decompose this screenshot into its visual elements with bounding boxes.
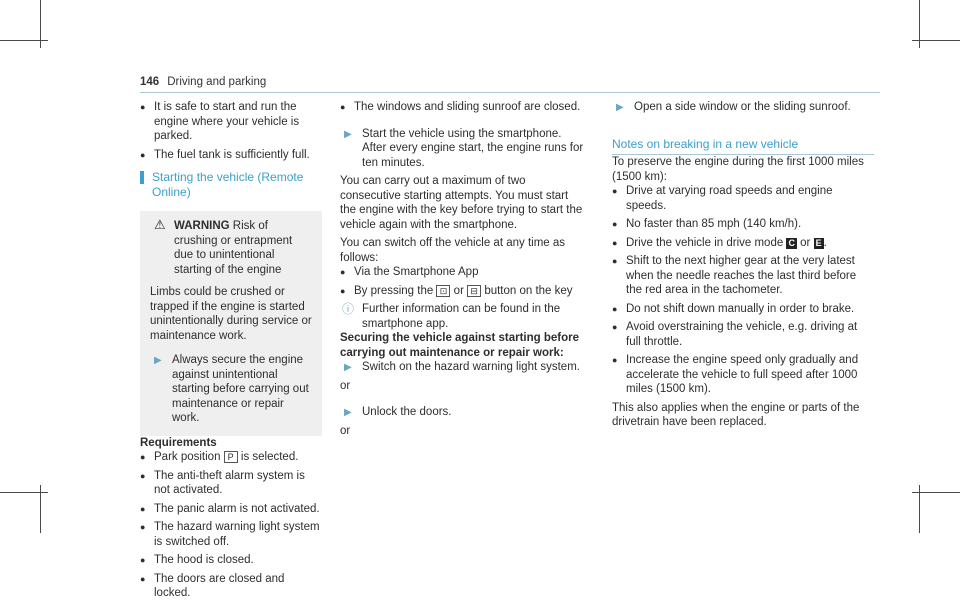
page-number: 146 bbox=[140, 76, 160, 88]
list-item: ● The fuel tank is sufficiently full. bbox=[140, 148, 310, 161]
step: ▶ Start the vehicle using the smartphone. After every engine start, the engine runs for ten minutes. bbox=[344, 127, 584, 169]
crop-mark bbox=[912, 492, 960, 493]
step: ▶ Switch on the hazard warning light system. bbox=[340, 360, 585, 375]
list-item: ● Drive at varying road speeds and engine speeds. bbox=[612, 185, 833, 212]
lock-key-icon: ⊡ bbox=[436, 285, 450, 297]
crop-mark bbox=[0, 40, 48, 41]
comfort-mode-icon: C bbox=[788, 237, 795, 248]
crop-mark bbox=[0, 492, 48, 493]
info-icon: ⓘ bbox=[342, 302, 355, 316]
crop-mark bbox=[912, 40, 960, 41]
list-item: ● It is safe to start and run the engine where your vehicle is parked. bbox=[140, 101, 300, 142]
unlock-key-icon: ⊟ bbox=[467, 285, 481, 297]
page-header bbox=[140, 76, 266, 88]
list-item: ● Drive the vehicle in drive mode C or E . bbox=[612, 236, 827, 249]
info-note: ⓘ Further information can be found in the smartphone app. bbox=[342, 302, 561, 330]
arrow-icon: ▶ bbox=[616, 102, 624, 113]
or-text: or bbox=[340, 424, 351, 437]
list-item: ● The hazard warning light system is switched off. bbox=[140, 521, 320, 548]
notes-heading: Notes on breaking in a new vehicle bbox=[612, 137, 874, 156]
park-key-icon: P bbox=[224, 451, 238, 463]
list-item: ● By pressing the ⊡ or ⊟ button on the key bbox=[340, 284, 573, 297]
list-item: ● No faster than 85 mph (140 km/h). bbox=[612, 218, 802, 230]
warning-box bbox=[140, 211, 322, 436]
list-item: ● Avoid overstraining the vehicle, e.g. driving at full throttle. bbox=[612, 321, 858, 348]
list-item: ● The panic alarm is not activated. bbox=[140, 502, 320, 515]
arrow-icon: ▶ bbox=[344, 407, 352, 418]
warning-triangle-icon: ⚠ bbox=[154, 217, 166, 232]
arrow-icon: ▶ bbox=[344, 362, 352, 373]
list-item: ● The anti-theft alarm system is not activated. bbox=[140, 469, 305, 496]
list-item: ● Via the Smartphone App bbox=[340, 266, 479, 278]
paragraph: You can carry out a maximum of two consecutive starting attempts. You must start the engine with the key before trying to start the vehicle again with the smartphone. bbox=[340, 175, 583, 231]
list-item: ● Park position P is selected. bbox=[140, 451, 299, 463]
header-divider bbox=[140, 92, 880, 93]
arrow-icon: ▶ bbox=[344, 128, 352, 140]
section-marker bbox=[140, 171, 144, 184]
list-item: ● Increase the engine speed only gradually and accelerate the vehicle to full speed after 1000 miles (1500 km). bbox=[612, 354, 859, 395]
warning-heading bbox=[150, 219, 312, 277]
column-2 bbox=[340, 100, 585, 438]
warning-body: Limbs could be crushed or trapped if the engine is started unintentionally during service or maintenance work. bbox=[150, 286, 312, 342]
step: ▶ Open a side window or the sliding sunroof. bbox=[612, 100, 874, 115]
eco-mode-icon: E bbox=[815, 237, 822, 248]
warning-action: ▶ Always secure the engine against unintentional starting before carrying out maintenance or repair work. bbox=[154, 354, 309, 424]
list-item: ● Do not shift down manually in order to brake. bbox=[612, 302, 855, 315]
list-item: ● The hood is closed. bbox=[140, 554, 254, 566]
or-text: or bbox=[340, 379, 351, 392]
column-1 bbox=[140, 100, 322, 605]
step: ▶ Unlock the doors. bbox=[340, 405, 585, 420]
paragraph: You can switch off the vehicle at any time as follows: bbox=[340, 237, 566, 264]
paragraph: This also applies when the engine or parts of the drivetrain have been replaced. bbox=[612, 401, 860, 428]
requirements-heading: Requirements bbox=[140, 436, 217, 449]
column-3 bbox=[612, 100, 874, 430]
list-item: ● The windows and sliding sunroof are closed. bbox=[340, 101, 581, 113]
section-name: Driving and parking bbox=[167, 76, 267, 88]
warning-text: Risk of crushing or entrapment due to unintentional starting of the engine bbox=[174, 220, 293, 276]
list-item: ● The doors are closed and locked. bbox=[140, 572, 285, 599]
paragraph: To preserve the engine during the first 1000 miles (1500 km): bbox=[612, 156, 864, 183]
securing-heading: Securing the vehicle against starting before carrying out maintenance or repair work: bbox=[340, 332, 580, 359]
list-item: ● Shift to the next higher gear at the very latest when the needle reaches the last third before the red area in the tachometer. bbox=[612, 255, 857, 296]
arrow-icon: ▶ bbox=[154, 355, 162, 366]
section-title: Starting the vehicle (Remote Online) bbox=[140, 170, 322, 199]
warning-label: WARNING bbox=[174, 220, 230, 232]
